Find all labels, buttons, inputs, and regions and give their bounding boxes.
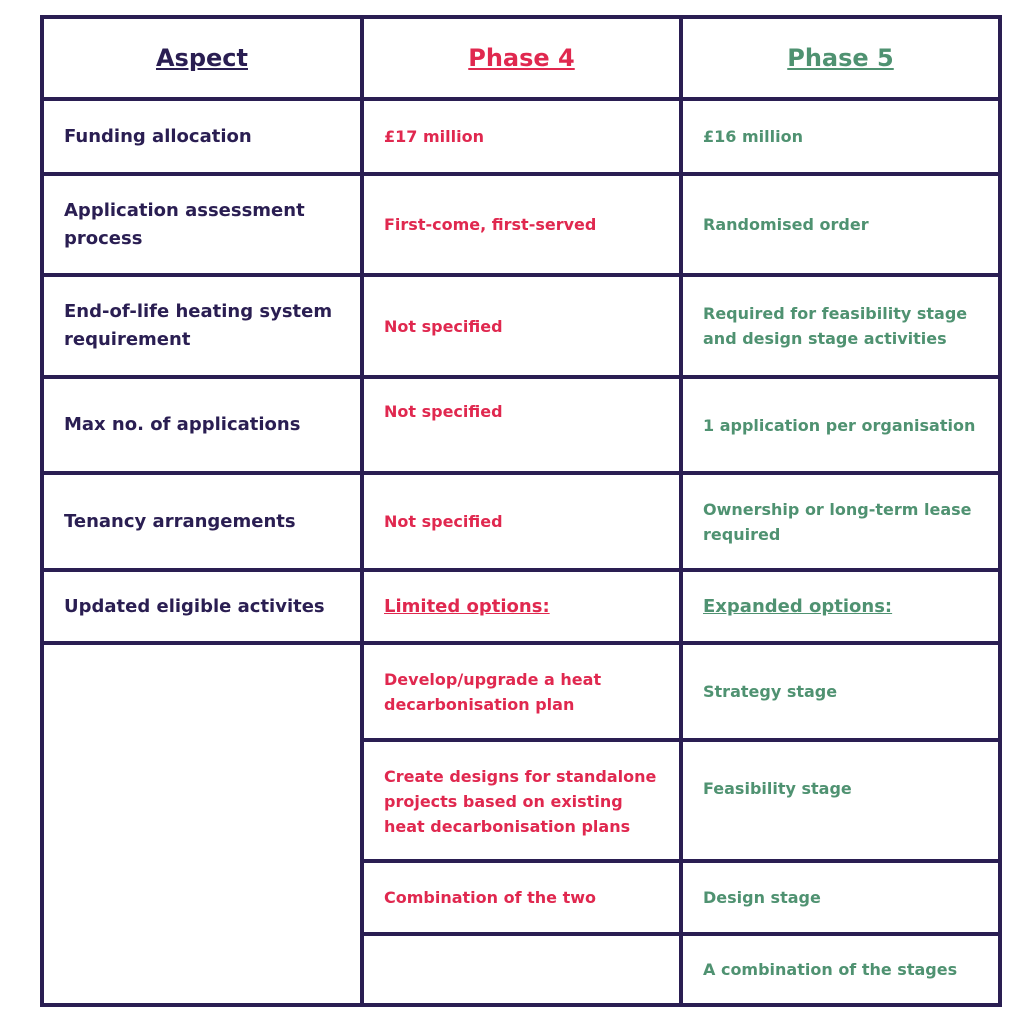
header-aspect: Aspect [155, 44, 248, 72]
phase4-cell: Not specified [384, 316, 503, 336]
phase5-option: Strategy stage [703, 682, 838, 701]
phase5-option: Design stage [703, 888, 821, 907]
aspect-cell: Application assessment process [64, 199, 305, 249]
aspect-cell: Funding allocation [64, 125, 252, 147]
phase4-cell: Not specified [384, 512, 503, 531]
phase4-cell: Not specified [384, 402, 503, 421]
phase4-options-heading: Limited options: [384, 596, 550, 617]
phase4-option: Develop/upgrade a heat decarbonisation plan [384, 669, 602, 714]
aspect-cell: Updated eligible activites [64, 595, 325, 617]
phase5-cell: £16 million [703, 127, 803, 146]
phase4-cell: £17 million [384, 127, 484, 146]
phase5-cell: 1 application per organisation [703, 415, 976, 435]
phase5-options-heading: Expanded options: [703, 596, 893, 617]
phase4-option: Combination of the two [384, 888, 597, 907]
header-phase5: Phase 5 [787, 43, 894, 72]
phase4-cell: First-come, first-served [384, 215, 597, 234]
phase5-option: A combination of the stages [703, 960, 958, 979]
aspect-cell: Max no. of applications [64, 414, 301, 435]
phase5-cell: Ownership or long-term lease required [703, 499, 972, 544]
phase4-option-empty [364, 936, 679, 1003]
phase5-option: Feasibility stage [703, 779, 852, 798]
phase5-cell: Randomised order [703, 215, 869, 234]
header-phase4: Phase 4 [468, 43, 575, 72]
phase5-cell: Required for feasibility stage and design stage activities [703, 304, 968, 348]
phase4-option: Create designs for standalone projects based on existing heat decarbonisation plans [384, 767, 657, 836]
aspect-cell: Tenancy arrangements [64, 510, 296, 532]
aspect-cell: End-of-life heating system requirement [64, 301, 333, 350]
